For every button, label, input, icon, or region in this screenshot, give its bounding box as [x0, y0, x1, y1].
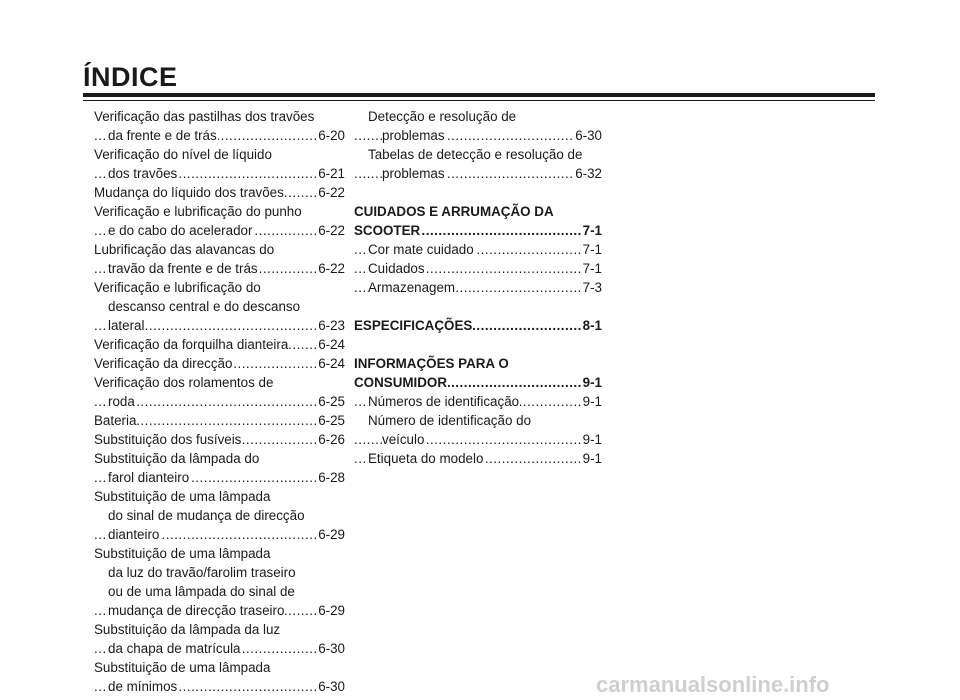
toc-entry-label: mudança de direcção traseiro [108, 603, 285, 618]
toc-entry-label: problemas [382, 166, 445, 181]
toc-entry-label: ou de uma lâmpada do sinal de [108, 584, 295, 599]
toc-entry-label: Substituição de uma lâmpada [94, 489, 271, 504]
toc-page-number: 6-22 [318, 261, 345, 276]
toc-entry-label: Verificação das pastilhas dos travões [94, 109, 315, 124]
toc-left-column [94, 107, 345, 696]
toc-entry-label: Detecção e resolução de [368, 109, 517, 124]
toc-entry [354, 392, 602, 411]
title-rule-thick [83, 93, 875, 97]
toc-page-number: 6-22 [318, 185, 345, 200]
toc-page-number: 6-30 [575, 128, 602, 143]
toc-entry-label: farol dianteiro [108, 470, 190, 485]
toc-entry [94, 487, 345, 544]
toc-entry-label: e do cabo do acelerador [108, 223, 253, 238]
toc-entry-label: Substituição de uma lâmpada [94, 546, 271, 561]
toc-entry-label: Verificação da forquilha dianteira [94, 337, 289, 352]
toc-page-number: 6-22 [318, 223, 345, 238]
toc-page-number: 6-29 [318, 527, 345, 542]
toc-page-number: 6-24 [318, 337, 345, 352]
toc-page-number: 9-1 [582, 451, 602, 466]
toc-page-number: 6-32 [575, 166, 602, 181]
toc-entry-label: Etiqueta do modelo [368, 451, 484, 466]
toc-section-heading [354, 202, 602, 240]
watermark-text: carmanualsonline.info [596, 672, 830, 697]
toc-entry-label: da chapa de matrícula [108, 641, 241, 656]
toc-entry-label: Lubrificação das alavancas do [94, 242, 275, 257]
toc-entry [94, 544, 345, 620]
toc-entry [94, 620, 345, 658]
toc-page-number: 6-23 [318, 318, 345, 333]
toc-entry [354, 411, 602, 449]
toc-entry-label: Verificação da direcção [94, 356, 233, 371]
toc-page-number: 6-28 [318, 470, 345, 485]
toc-entry-label: Cor mate cuidado [368, 242, 474, 257]
toc-entry-label: da frente e de trás [108, 128, 217, 143]
toc-entry-label: CUIDADOS E ARRUMAÇÃO DA [354, 204, 554, 219]
toc-page-number: 6-25 [318, 394, 345, 409]
toc-page-number: 7-1 [582, 261, 602, 276]
toc-page-number: 7-1 [582, 242, 602, 257]
toc-entry-label: CONSUMIDOR [354, 375, 447, 390]
toc-entry-label: descanso central e do descanso [108, 299, 301, 314]
toc-entry [94, 430, 345, 449]
toc-page-number: 6-21 [318, 166, 345, 181]
toc-entry-label: Bateria [94, 413, 137, 428]
toc-spacer [354, 297, 602, 316]
toc-entry [94, 278, 345, 335]
toc-page-number: 6-29 [318, 603, 345, 618]
toc-spacer [354, 335, 602, 354]
toc-entry [94, 449, 345, 487]
page-title: ÍNDICE [83, 62, 178, 92]
title-rule-thin [83, 100, 875, 101]
toc-entry-label: roda [108, 394, 135, 409]
toc-entry [94, 145, 345, 183]
toc-entry-label: lateral [108, 318, 145, 333]
toc-page-number: 9-1 [582, 394, 602, 409]
toc-entry [94, 411, 345, 430]
toc-page-number: 6-24 [318, 356, 345, 371]
toc-entry-label: Substituição da lâmpada da luz [94, 622, 281, 637]
toc-entry-label: Mudança do líquido dos travões [94, 185, 284, 200]
toc-entry [94, 335, 345, 354]
toc-entry [94, 183, 345, 202]
toc-entry [94, 373, 345, 411]
toc-right-column [354, 107, 602, 468]
toc-entry-label: Armazenagem [368, 280, 456, 295]
toc-entry [94, 107, 345, 145]
toc-entry [354, 278, 602, 297]
toc-page-number: 9-1 [582, 432, 602, 447]
toc-entry-label: Verificação dos rolamentos de [94, 375, 274, 390]
toc-page-number: 6-26 [318, 432, 345, 447]
toc-page-number: 6-30 [318, 641, 345, 656]
toc-page-number: 6-30 [318, 679, 345, 694]
toc-entry-label: Verificação e lubrificação do [94, 280, 261, 295]
toc-page-number: 9-1 [582, 375, 602, 390]
toc-entry [354, 107, 602, 145]
toc-entry-label: Cuidados [368, 261, 425, 276]
toc-page-number: 7-3 [582, 280, 602, 295]
toc-entry-label: problemas [382, 128, 445, 143]
toc-entry-label: de mínimos [108, 679, 178, 694]
toc-entry-label: do sinal de mudança de direcção [108, 508, 305, 523]
toc-entry-label: travão da frente e de trás [108, 261, 258, 276]
toc-entry-label: Números de identificação [368, 394, 520, 409]
toc-section-heading [354, 316, 602, 335]
toc-entry [354, 240, 602, 259]
toc-entry [354, 449, 602, 468]
toc-page-number: 6-20 [318, 128, 345, 143]
toc-entry [354, 259, 602, 278]
toc-page-number: 7-1 [582, 223, 602, 238]
toc-entry [94, 202, 345, 240]
toc-entry-label: INFORMAÇÕES PARA O [354, 356, 509, 371]
toc-entry-label: SCOOTER [354, 223, 421, 238]
toc-page-number: 8-1 [582, 318, 602, 333]
toc-entry [94, 658, 345, 696]
toc-entry-label: Substituição da lâmpada do [94, 451, 260, 466]
toc-entry-label: da luz do travão/farolim traseiro [108, 565, 296, 580]
toc-spacer [354, 183, 602, 202]
toc-section-heading [354, 354, 602, 392]
toc-entry-label: dos travões [108, 166, 178, 181]
toc-entry [94, 240, 345, 278]
toc-entry [94, 354, 345, 373]
toc-entry-label: Substituição dos fusíveis [94, 432, 242, 447]
toc-entry-label: veículo [382, 432, 425, 447]
toc-entry-label: Verificação e lubrificação do punho [94, 204, 302, 219]
toc-entry-label: Tabelas de detecção e resolução de [368, 147, 583, 162]
toc-entry-label: ESPECIFICAÇÕES [354, 318, 473, 333]
toc-entry [354, 145, 602, 183]
toc-entry-label: Substituição de uma lâmpada [94, 660, 271, 675]
toc-entry-label: Número de identificação do [368, 413, 532, 428]
toc-entry-label: Verificação do nível de líquido [94, 147, 272, 162]
toc-page-number: 6-25 [318, 413, 345, 428]
toc-entry-label: dianteiro [108, 527, 160, 542]
